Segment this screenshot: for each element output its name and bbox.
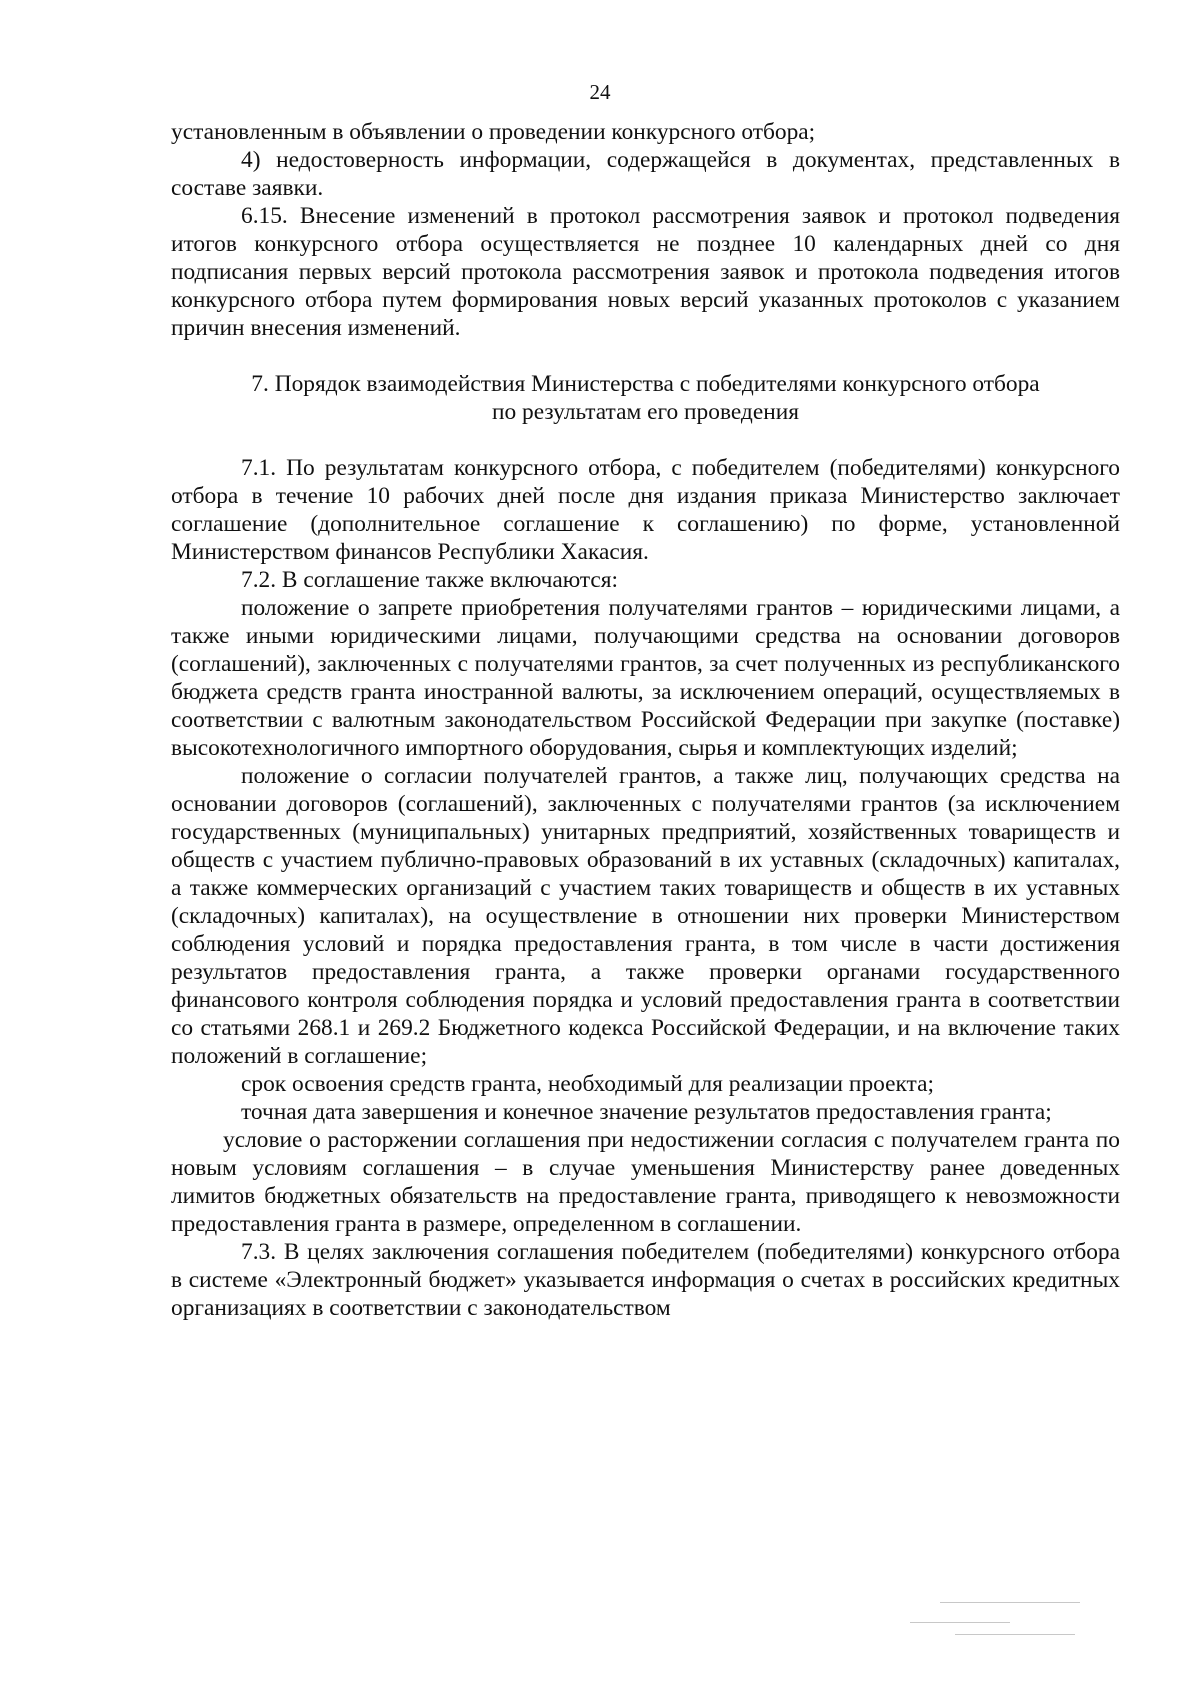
scan-artifact xyxy=(910,1622,1010,1623)
paragraph: 7.2. В соглашение также включаются: xyxy=(241,567,619,593)
document-body xyxy=(171,118,1120,1322)
paragraph: 6.15. Внесение изменений в протокол рассмотрения заявок и протокол подведения итогов конкурсного отбора осуществляется не позднее 10 календарных дней со дня подписания первых версий протокола рассмотрения заявок и протокола подведения итогов конкурсного отбора путем формирования новых версий указанных протоколов с указанием причин внесения изменений. xyxy=(171,203,1120,341)
paragraph: 4) недостоверность информации, содержащейся в документах, представленных в составе заявки. xyxy=(171,147,1120,201)
paragraph: срок освоения средств гранта, необходимый для реализации проекта; xyxy=(241,1071,934,1097)
section-heading-line: по результатам его проведения xyxy=(491,399,799,425)
paragraph: условие о расторжении соглашения при недостижении согласия с получателем гранта по новым условиям соглашения – в случае уменьшения Министерству ранее доведенных лимитов бюджетных обязательств на предоставление гранта, приводящего к невозможности предоставления гранта в размере, определенном в соглашении. xyxy=(171,1127,1120,1237)
paragraph: установленным в объявлении о проведении конкурсного отбора; xyxy=(171,119,816,145)
paragraph: 7.3. В целях заключения соглашения победителем (победителями) конкурсного отбора в системе «Электронный бюджет» указывается информация о счетах в российских кредитных организациях в соответствии с законодательством xyxy=(171,1239,1120,1321)
section-heading xyxy=(171,370,1120,426)
section-heading-line: 7. Порядок взаимодействия Министерства с победителями конкурсного отбора xyxy=(251,371,1040,397)
paragraph: положение о согласии получателей грантов, а также лиц, получающих средства на основании договоров (соглашений), заключенных с получателями грантов (за исключением государственных (муниципальных) унитарных предприятий, хозяйственных товариществ и обществ с участием публично-правовых образований в их уставных (складочных) капиталах, а также коммерческих организаций с участием таких товариществ и обществ в их уставных (складочных) капиталах), на осуществление в отношении них проверки Министерством соблюдения условий и порядка предоставления гранта, в том числе в части достижения результатов предоставления гранта, а также проверки органами государственного финансового контроля соблюдения порядка и условий предоставления гранта в соответствии со статьями 268.1 и 269.2 Бюджетного кодекса Российской Федерации, и на включение таких положений в соглашение; xyxy=(171,763,1120,1069)
paragraph: положение о запрете приобретения получателями грантов – юридическими лицами, а также иными юридическими лицами, получающими средства на основании договоров (соглашений), заключенных с получателями грантов, за счет полученных из республиканского бюджета средств гранта иностранной валюты, за исключением операций, осуществляемых в соответствии с валютным законодательством Российской Федерации при закупке (поставке) высокотехнологичного импортного оборудования, сырья и комплектующих изделий; xyxy=(171,595,1120,761)
paragraph: точная дата завершения и конечное значение результатов предоставления гранта; xyxy=(241,1099,1052,1125)
scan-artifact xyxy=(955,1634,1075,1635)
scan-artifact xyxy=(940,1602,1080,1603)
paragraph: 7.1. По результатам конкурсного отбора, с победителем (победителями) конкурсного отбора в течение 10 рабочих дней после дня издания приказа Министерство заключает соглашение (дополнительное соглашение к соглашению) по форме, установленной Министерством финансов Республики Хакасия. xyxy=(171,455,1120,565)
page-number: 24 xyxy=(589,80,611,104)
